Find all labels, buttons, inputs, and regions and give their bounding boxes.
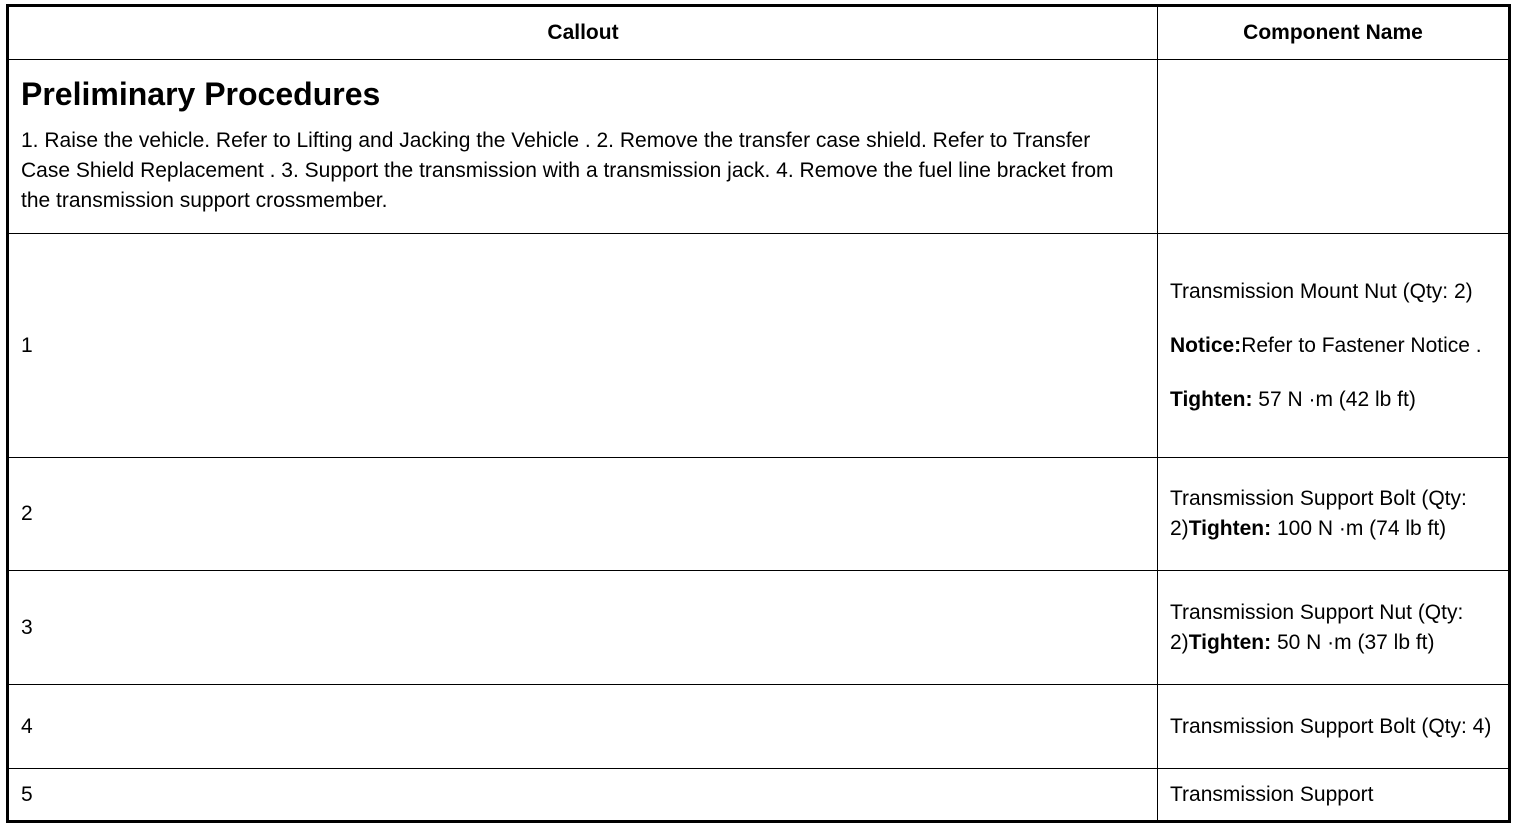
component-cell (1158, 458, 1510, 571)
tighten-label: Tighten: (1188, 517, 1272, 540)
callout-cell: 5 (8, 769, 1158, 822)
component-name: Transmission Support Bolt (Qty: 4) (1170, 714, 1492, 738)
notice-text: Refer to Fastener Notice . (1241, 333, 1482, 357)
callout-cell: 3 (8, 571, 1158, 685)
component-cell (1158, 234, 1510, 458)
callout-cell: 4 (8, 685, 1158, 769)
tighten-value: 57 N ·m (42 lb ft) (1252, 387, 1416, 411)
table-header-row (8, 6, 1510, 60)
preliminary-procedures-title: Preliminary Procedures (21, 75, 381, 112)
preliminary-empty-cell (1158, 60, 1510, 234)
component-name-column-header: Component Name (1158, 6, 1510, 60)
preliminary-procedures-cell (8, 60, 1158, 234)
tighten-label: Tighten: (1170, 387, 1253, 411)
notice-line (1170, 331, 1496, 361)
table-row (8, 685, 1510, 769)
tighten-line (1170, 385, 1496, 415)
component-name: Transmission Support Nut (Qty: 2) (1170, 600, 1464, 654)
table-row (8, 234, 1510, 458)
preliminary-procedures-text: 1. Raise the vehicle. Refer to Lifting and Jacking the Vehicle . 2. Remove the transfer case shield. Refer to Transfer Case Shield Replacement . 3. Support the transmission with a transmission jack. 4. Remove the fuel line bracket from the transmission support crossmember. (21, 128, 1114, 212)
component-cell (1158, 571, 1510, 685)
callout-column-header: Callout (8, 6, 1158, 60)
table-row (8, 571, 1510, 685)
notice-label: Notice: (1170, 333, 1242, 357)
preliminary-procedures-row (8, 60, 1510, 234)
tighten-value: 100 N ·m (74 lb ft) (1271, 517, 1447, 540)
callout-cell: 1 (8, 234, 1158, 458)
table-row (8, 769, 1510, 822)
component-cell (1158, 685, 1510, 769)
callout-cell: 2 (8, 458, 1158, 571)
tighten-value: 50 N ·m (37 lb ft) (1271, 630, 1435, 654)
component-name: Transmission Support (1170, 782, 1374, 806)
component-table (6, 4, 1511, 823)
component-name: Transmission Support Bolt (Qty: 2) (1170, 487, 1467, 540)
component-name: Transmission Mount Nut (Qty: 2) (1170, 279, 1473, 303)
component-cell (1158, 769, 1510, 822)
tighten-label: Tighten: (1188, 630, 1272, 654)
table-row (8, 458, 1510, 571)
